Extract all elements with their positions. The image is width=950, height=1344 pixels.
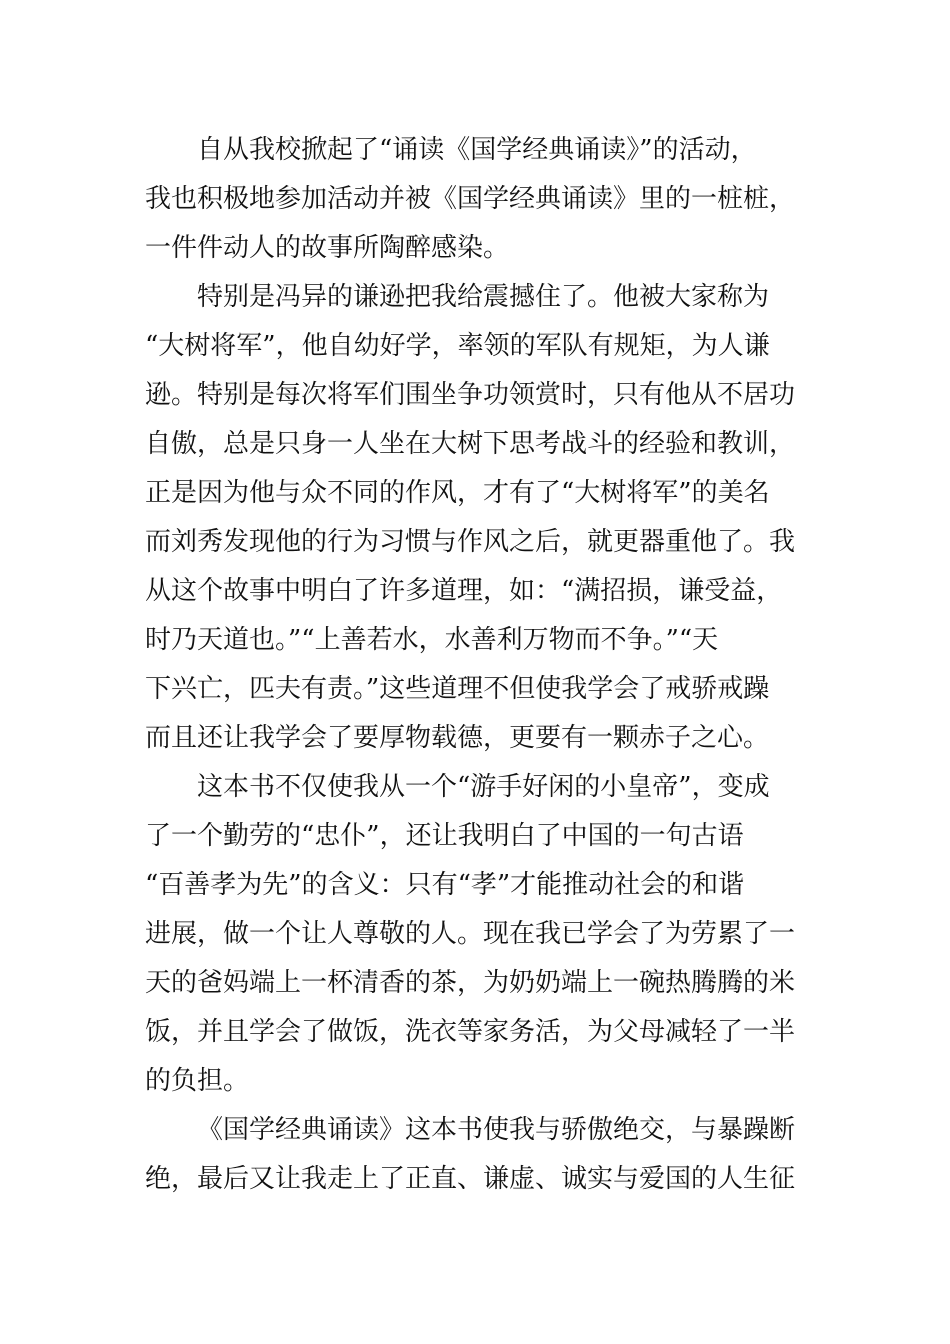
paragraph-line: 正是因为他与众不同的作风，才有了“大树将军”的美名 [145, 478, 770, 508]
paragraph-line: 饭，并且学会了做饭，洗衣等家务活，为父母减轻了一半 [145, 1017, 796, 1047]
paragraph-line: 逊。特别是每次将军们围坐争功领赏时，只有他从不居功 [145, 380, 796, 410]
paragraph-line: 时乃天道也。”“上善若水，水善利万物而不争。”“天 [145, 625, 719, 655]
paragraph-line: “百善孝为先”的含义：只有“孝”才能推动社会的和谐 [145, 870, 745, 900]
paragraph-line: 进展，做一个让人尊敬的人。现在我已学会了为劳累了一 [145, 919, 796, 949]
paragraph-line: 从这个故事中明白了许多道理，如：“满招损，谦受益， [145, 576, 783, 606]
paragraph-line: 一件件动人的故事所陶醉感染。 [145, 233, 510, 263]
paragraph-line: 的负担。 [145, 1066, 250, 1096]
paragraph-line: 自傲，总是只身一人坐在大树下思考战斗的经验和教训， [145, 429, 796, 459]
paragraph-line: 我也积极地参加活动并被《国学经典诵读》里的一桩桩， [145, 184, 796, 214]
essay-body [145, 126, 810, 1204]
paragraph-line: “大树将军”，他自幼好学，率领的军队有规矩，为人谦 [145, 331, 770, 361]
paragraph-line: 天的爸妈端上一杯清香的茶，为奶奶端上一碗热腾腾的米 [145, 968, 796, 998]
paragraph-line: 而且还让我学会了要厚物载德，更要有一颗赤子之心。 [145, 723, 770, 753]
paragraph-line: 这本书不仅使我从一个“游手好闲的小皇帝”，变成 [197, 772, 770, 802]
paragraph-line: 《国学经典诵读》这本书使我与骄傲绝交，与暴躁断 [197, 1115, 796, 1145]
paragraph-line: 绝，最后又让我走上了正直、谦虚、诚实与爱国的人生征 [145, 1164, 796, 1194]
paragraph-line: 特别是冯异的谦逊把我给震撼住了。他被大家称为 [197, 282, 770, 312]
paragraph-line: 而刘秀发现他的行为习惯与作风之后，就更器重他了。我 [145, 527, 796, 557]
paragraph-line: 了一个勤劳的“忠仆”，还让我明白了中国的一句古语 [145, 821, 744, 851]
paragraph-line: 下兴亡，匹夫有责。”这些道理不但使我学会了戒骄戒躁 [145, 674, 770, 704]
paragraph-line: 自从我校掀起了“诵读《国学经典诵读》”的活动， [197, 135, 757, 165]
